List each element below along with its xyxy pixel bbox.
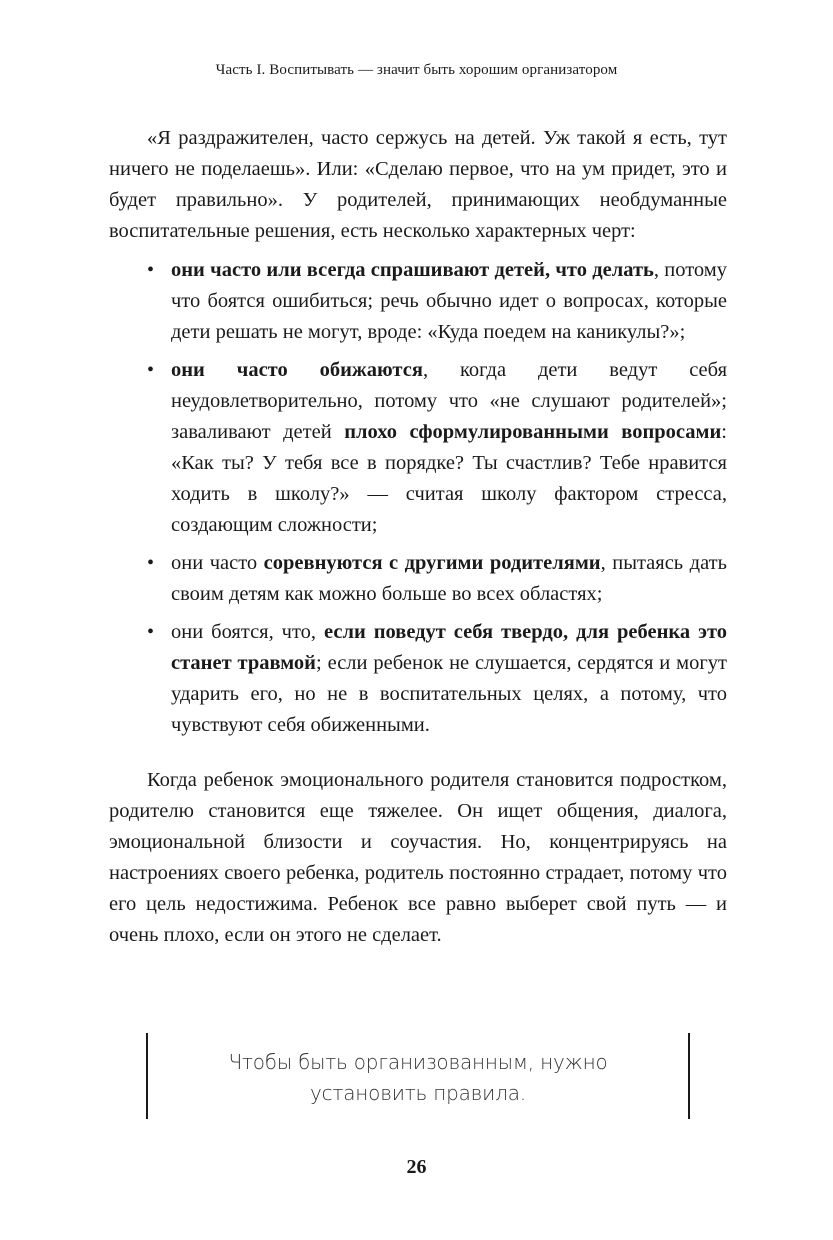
bullet-icon: •	[147, 359, 155, 381]
list-item	[109, 548, 727, 610]
item-text: , потому что боятся ошибиться; речь обычно идет о вопросах, которые дети решать не могут, вроде: «Куда поедем на каникулы?»;	[171, 259, 727, 343]
bullet-icon: •	[147, 552, 155, 574]
list-item	[109, 255, 727, 348]
list-item	[109, 617, 727, 741]
bold-phrase: если поведут себя твердо, для ребенка это станет травмой	[171, 621, 727, 674]
pull-quote-text: Чтобы быть организованным, нужно установить правила.	[228, 1050, 608, 1105]
body-text	[109, 123, 727, 951]
item-text: ; если ребенок не слушается, сердятся и могут ударить его, но не в воспитательных целях, а потому, что чувствуют себя обиженными.	[171, 652, 727, 736]
bold-phrase: они часто обижаются	[171, 359, 423, 381]
item-text: , пытаясь дать своим детям как можно больше во всех областях;	[171, 552, 727, 605]
paragraph-intro: «Я раздражителен, часто сержусь на детей. Уж такой я есть, тут ничего не поделаешь». Или: «Сделаю первое, что на ум придет, это и будет правильно». У родителей, принимающих необдуманные воспитательные решения, есть несколько характерных черт:	[109, 127, 727, 242]
item-text: они боятся, что,	[171, 621, 324, 643]
list-item	[109, 355, 727, 541]
bold-phrase: плохо сформулированными вопросами	[344, 421, 722, 443]
pull-quote-box	[146, 1033, 690, 1119]
bullet-icon: •	[147, 259, 155, 281]
item-text: , когда дети ведут себя неудовлетворительно, потому что «не слушают родителей»; заваливают детей	[171, 359, 727, 443]
bold-phrase: они часто или всегда спрашивают детей, что делать	[171, 259, 654, 281]
bullet-icon: •	[147, 621, 155, 643]
bold-phrase: соревнуются с другими родителями	[263, 552, 601, 574]
page-number: 26	[406, 1156, 427, 1178]
item-text: они часто	[171, 552, 264, 574]
item-text: : «Как ты? У тебя все в порядке? Ты счастлив? Тебе нравится ходить в школу?» — считая школу фактором стресса, создающим сложности;	[171, 421, 727, 536]
paragraph-teenager: Когда ребенок эмоционального родителя становится подростком, родителю становится еще тяжелее. Он ищет общения, диалога, эмоциональной близости и соучастия. Но, концентрируясь на настроениях своего ребенка, родитель постоянно страдает, потому что его цель недостижима. Ребенок все равно выберет свой путь — и очень плохо, если он этого не сделает.	[109, 769, 727, 946]
trait-list	[109, 255, 727, 741]
running-header: Часть I. Воспитывать — значит быть хорошим организатором	[215, 62, 618, 78]
